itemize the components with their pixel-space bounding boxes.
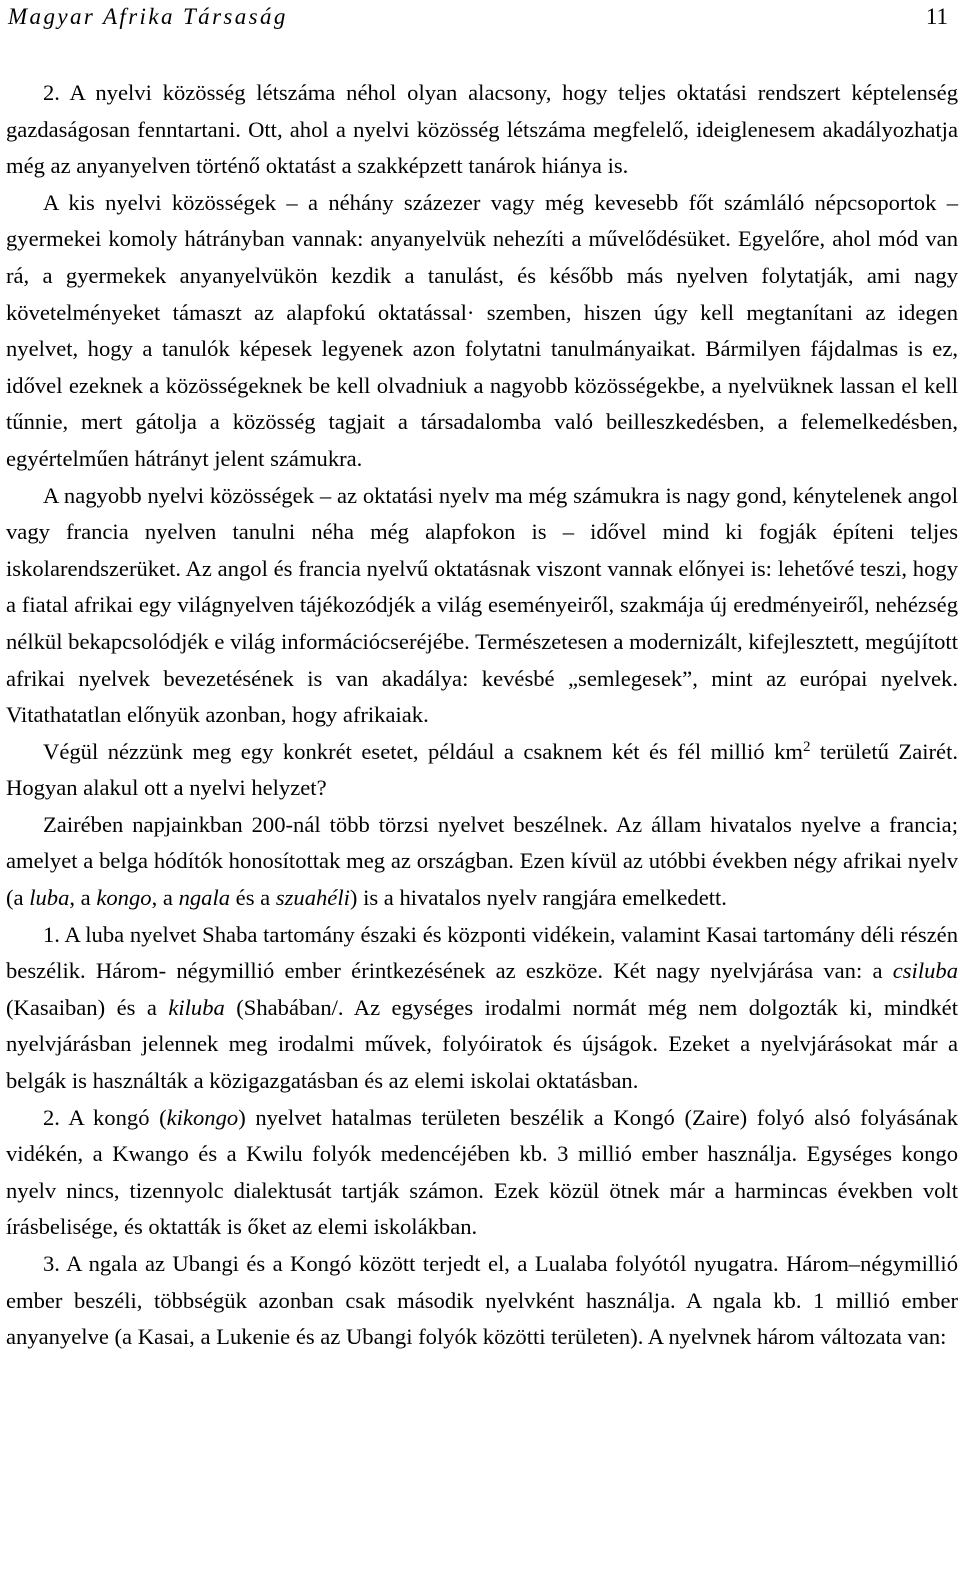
paragraph-5-text: , a [151, 885, 179, 911]
paragraph-3: A nagyobb nyelvi közösségek – az oktatási nyelv ma még számukra is nagy gond, kénytelenek angol vagy francia nyelven tanulni néha még alapfokon is – idővel mind ki fogják építeni teljes iskolarendszerüket. Az angol és francia nyelvű oktatásnak viszont vannak előnyei is: lehetővé teszi, hogy a fiatal afrikai egy világnyelven tájékozódjék a világ eseményeiről, szakmája új eredményeiről, nehézség nélkül bekapcsolódjék e világ információcseréjébe. Természetesen a modernizált, kifejlesztett, megújított afrikai nyelvek bevezetésének is van akadálya: kevésbé „semlegesek”, mint az európai nyelvek. Vitathatatlan előnyük azonban, hogy afrikaiak. [6, 482, 958, 728]
paragraph-6-text: (Shabában/. Az egységes irodalmi normát még nem dolgozták ki, mindkét nyelvjárásban jelennek meg irodalmi művek, folyóiratok és újságok. Ezeket a nyelvjárásokat már a belgák is használták a közigazgatásban és az elemi iskolai oktatásban. [6, 994, 958, 1094]
term-szuaheli: szuahéli [275, 885, 350, 911]
superscript-2: 2 [802, 738, 811, 755]
paragraph-8: 3. A ngala az Ubangi és a Kongó között terjedt el, a Lualaba folyótól nyugatra. Három–négymillió ember beszéli, többségük azonban csak második nyelvként használja. A ngala kb. 1 millió ember anyanyelve (a Kasai, a Lukenie és az Ubangi folyók közötti területen). A nyelvnek három változata van: [6, 1251, 958, 1350]
paragraph-6-text: (Kasaiban) és a [6, 994, 169, 1020]
term-kiluba: kiluba [168, 994, 225, 1020]
paragraph-7-text: ) nyelvet hatalmas területen beszélik a Kongó (Zaire) folyó alsó folyásának vidékén, a Kwango és a Kwilu folyók medencéjében kb. 3 millió ember használja. Egységes kongo nyelv nincs, tizennyolc dialektusát tartják számon. Ezek közül ötnek már a harmincas években volt írásbelisége, és oktatták is őket az elemi iskolákban. [6, 1104, 958, 1240]
paragraph-5-text: és a [230, 885, 276, 911]
paragraph-4-text: Végül nézzünk meg egy konkrét esetet, például a csaknem két és fél millió km [43, 738, 803, 764]
paragraph-5 [6, 807, 958, 917]
term-csiluba: csiluba [892, 958, 958, 984]
paragraph-7 [6, 1100, 958, 1246]
paragraph-2: A kis nyelvi közösségek – a néhány százezer vagy még kevesebb főt számláló népcsoportok – gyermekei komoly hátrányban vannak: anyanyelvük nehezíti a művelődésüket. Egyelőre, ahol mód van rá, a gyermekek anyanyelvükön kezdik a tanulást, és később más nyelven folytatják, ami nagy követelményeket támaszt az alapfokú oktatással· szemben, hiszen úgy kell megtanítani az idegen nyelvet, hogy a tanulók képesek legyenek azon folytatni tanulmányaikat. Bármilyen fájdalmas is ez, idővel ezeknek a közösségeknek be kell olvadniuk a nagyobb közösségekbe, a nyelvüknek lassan el kell tűnnie, mert gátolja a közösség tagjait a társadalomba való beilleszkedésben, a felemelkedésben, egyértelműen hátrányt jelent számukra. [6, 189, 958, 471]
term-luba: luba [29, 885, 70, 911]
paragraph-5-text: ) is a hivatalos nyelv rangjára emelkedett. [349, 885, 727, 911]
body-text [6, 75, 958, 1356]
paragraph-7-text: 2. A kongó ( [43, 1104, 167, 1130]
term-kikongo: kikongo [166, 1104, 239, 1130]
term-ngala: ngala [178, 885, 231, 911]
term-kongo: kongo [96, 885, 152, 911]
running-header [8, 2, 948, 32]
paragraph-6-text: 1. A luba nyelvet Shaba tartomány északi és központi vidékein, valamint Kasai tartomány déli részén beszélik. Három- négymillió ember érintkezésének az eszköze. Két nagy nyelvjárása van: a [6, 921, 958, 984]
paragraph-6 [6, 917, 958, 1100]
paragraph-1: 2. A nyelvi közösség létszáma néhol olyan alacsony, hogy teljes oktatási rendszert képtelenség gazdaságosan fenntartani. Ott, ahol a nyelvi közösség létszáma megfelelő, ideiglenesem akadályozhatja még az anyanyelven történő oktatást a szakképzett tanárok hiánya is. [6, 80, 958, 179]
paragraph-4-text-cont: területű Zairét. Hogyan alakul ott a nyelvi helyzet? [6, 738, 958, 801]
page-number: 11 [925, 4, 948, 29]
running-title: Magyar Afrika Társaság [8, 4, 288, 29]
paragraph-5-text: , a [69, 885, 97, 911]
paragraph-4 [6, 734, 958, 807]
paragraph-5-text: Zairében napjainkban 200-nál több törzsi nyelvet beszélnek. Az állam hivatalos nyelve a francia; amelyet a belga hódítók honosítottak meg az országban. Ezen kívül az utóbbi években négy afrikai nyelv (a [6, 811, 958, 911]
